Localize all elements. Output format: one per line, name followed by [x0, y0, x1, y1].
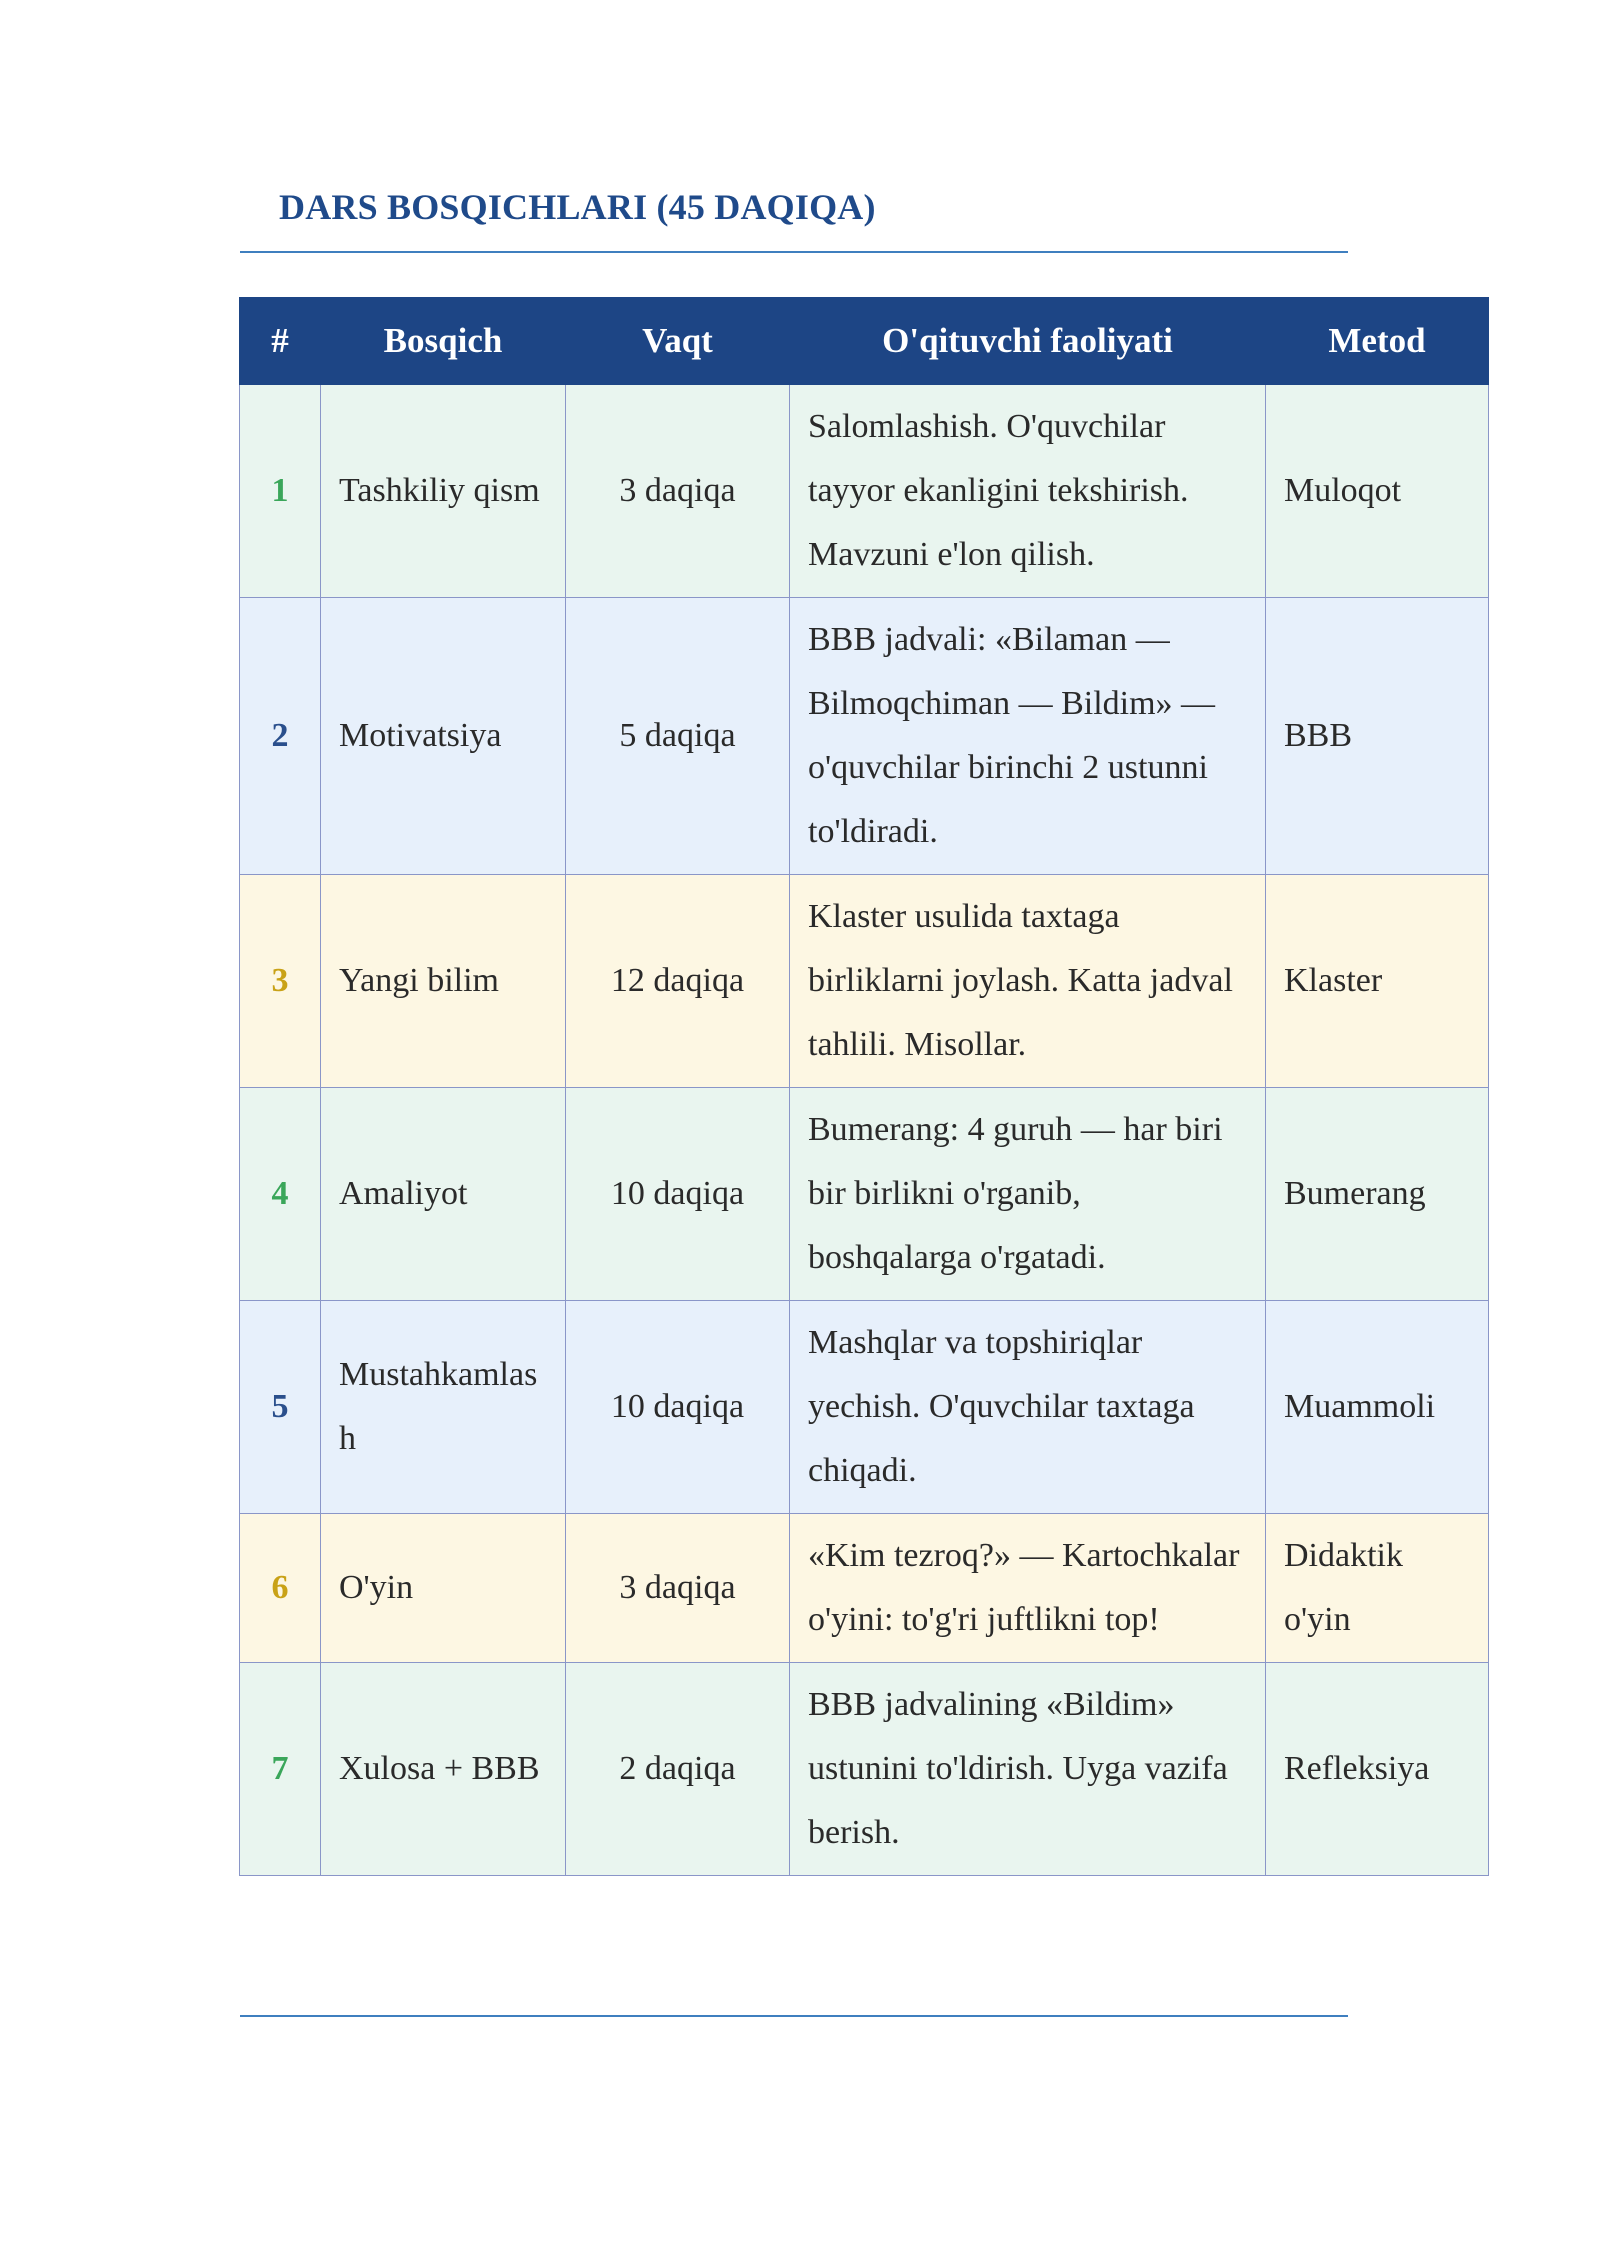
- table-row: [240, 875, 1489, 1088]
- row-number: 2: [240, 598, 321, 875]
- lesson-stages-table: [239, 297, 1489, 1876]
- activity-cell: BBB jadvalining «Bildim» ustunini to'ldirish. Uyga vazifa berish.: [790, 1663, 1266, 1876]
- footer-divider: [240, 2015, 1348, 2017]
- table-row: [240, 598, 1489, 875]
- table-row: [240, 1663, 1489, 1876]
- header-stage: Bosqich: [321, 298, 566, 385]
- title-divider: [240, 251, 1348, 253]
- stage-cell: Amaliyot: [321, 1088, 566, 1301]
- method-cell: BBB: [1266, 598, 1489, 875]
- header-time: Vaqt: [566, 298, 790, 385]
- time-cell: 10 daqiqa: [566, 1088, 790, 1301]
- row-number: 4: [240, 1088, 321, 1301]
- page-title: DARS BOSQICHLARI (45 DAQIQA): [279, 187, 876, 227]
- activity-cell: Mashqlar va topshiriqlar yechish. O'quvchilar taxtaga chiqadi.: [790, 1301, 1266, 1514]
- time-cell: 3 daqiqa: [566, 385, 790, 598]
- row-number: 3: [240, 875, 321, 1088]
- time-cell: 10 daqiqa: [566, 1301, 790, 1514]
- row-number: 1: [240, 385, 321, 598]
- time-cell: 12 daqiqa: [566, 875, 790, 1088]
- stage-cell: Xulosa + BBB: [321, 1663, 566, 1876]
- activity-cell: Salomlashish. O'quvchilar tayyor ekanligini tekshirish. Mavzuni e'lon qilish.: [790, 385, 1266, 598]
- method-cell: Muammoli: [1266, 1301, 1489, 1514]
- table-row: [240, 1301, 1489, 1514]
- stage-cell: Tashkiliy qism: [321, 385, 566, 598]
- table-header-row: [240, 298, 1489, 385]
- time-cell: 5 daqiqa: [566, 598, 790, 875]
- activity-cell: BBB jadvali: «Bilaman — Bilmoqchiman — Bildim» — o'quvchilar birinchi 2 ustunni to'ldiradi.: [790, 598, 1266, 875]
- stage-cell: Yangi bilim: [321, 875, 566, 1088]
- table-row: [240, 1088, 1489, 1301]
- method-cell: Klaster: [1266, 875, 1489, 1088]
- stage-cell: O'yin: [321, 1514, 566, 1663]
- time-cell: 3 daqiqa: [566, 1514, 790, 1663]
- method-cell: Refleksiya: [1266, 1663, 1489, 1876]
- method-cell: Muloqot: [1266, 385, 1489, 598]
- stage-cell: Mustahkamlash: [321, 1301, 566, 1514]
- time-cell: 2 daqiqa: [566, 1663, 790, 1876]
- method-cell: Didaktik o'yin: [1266, 1514, 1489, 1663]
- row-number: 7: [240, 1663, 321, 1876]
- stage-cell: Motivatsiya: [321, 598, 566, 875]
- header-method: Metod: [1266, 298, 1489, 385]
- header-number: #: [240, 298, 321, 385]
- activity-cell: «Kim tezroq?» — Kartochkalar o'yini: to'g'ri juftlikni top!: [790, 1514, 1266, 1663]
- activity-cell: Bumerang: 4 guruh — har biri bir birlikni o'rganib, boshqalarga o'rgatadi.: [790, 1088, 1266, 1301]
- table-row: [240, 1514, 1489, 1663]
- row-number: 6: [240, 1514, 321, 1663]
- row-number: 5: [240, 1301, 321, 1514]
- activity-cell: Klaster usulida taxtaga birliklarni joylash. Katta jadval tahlili. Misollar.: [790, 875, 1266, 1088]
- method-cell: Bumerang: [1266, 1088, 1489, 1301]
- header-teacher-activity: O'qituvchi faoliyati: [790, 298, 1266, 385]
- table-row: [240, 385, 1489, 598]
